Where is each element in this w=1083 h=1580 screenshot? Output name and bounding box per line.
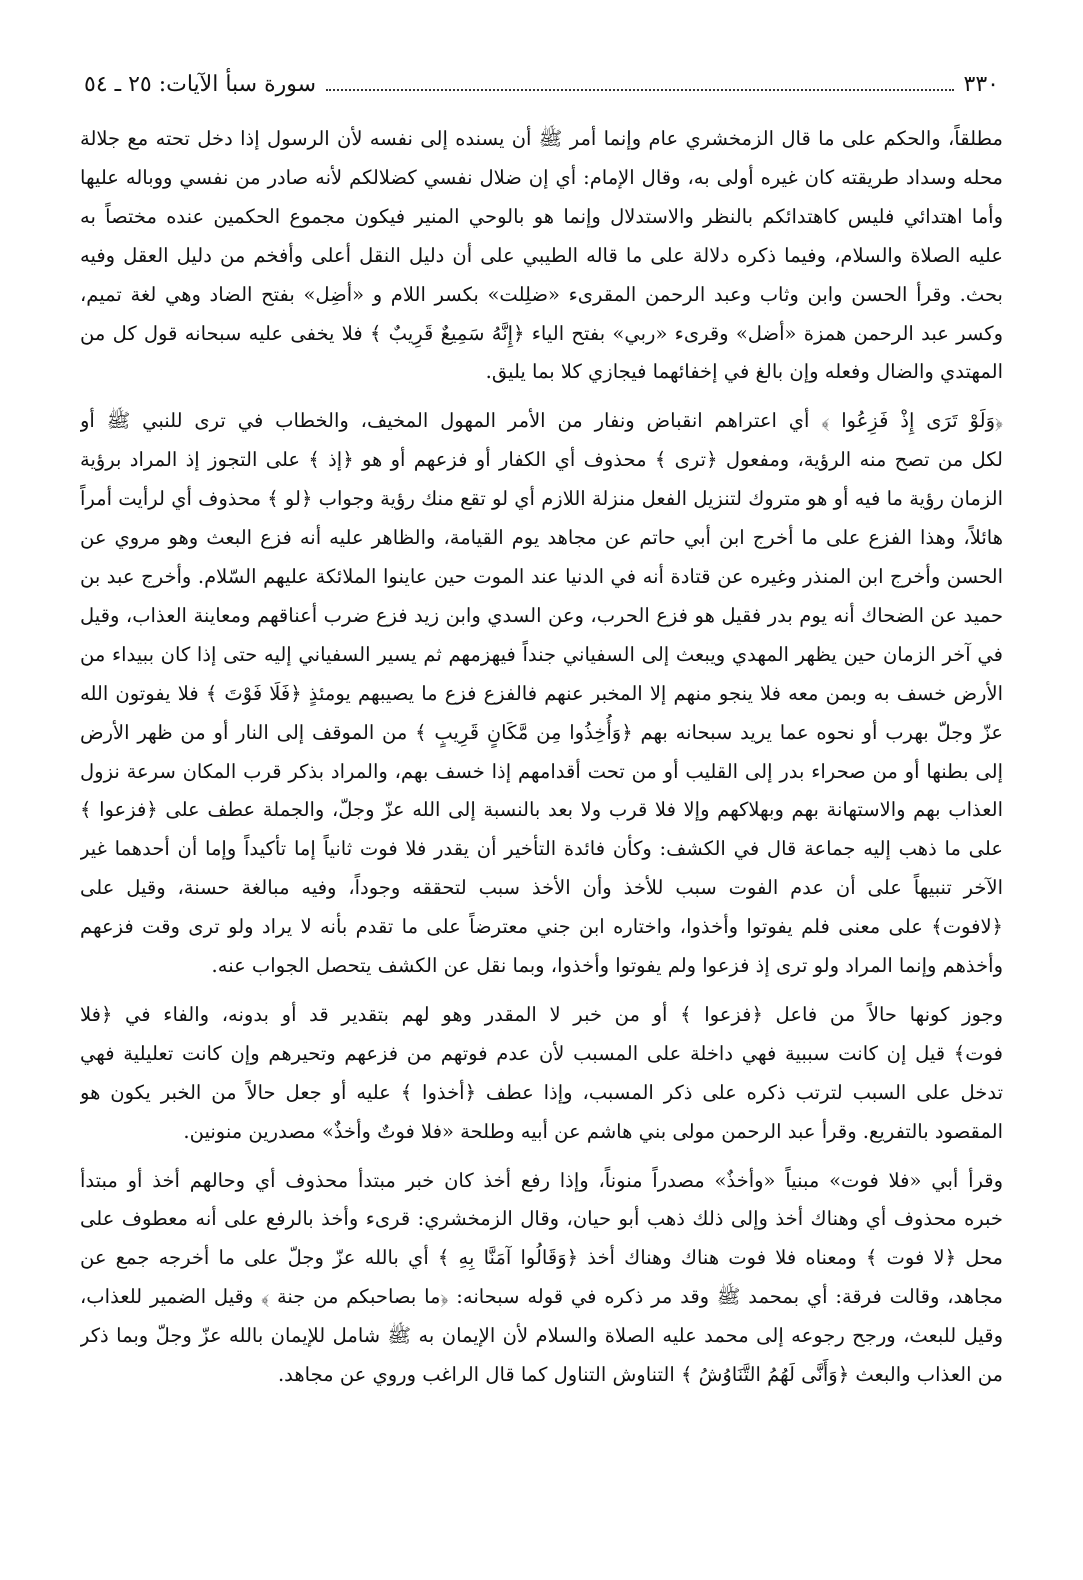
text-line: وقيل للبعث، ورجح رجوعه إلى محمد عليه الصلاة والسلام لأن الإيمان به ﷺ شامل للإيمان بالله عزّ وجلّ وبما ذكر: [80, 1324, 1003, 1348]
paragraph: [80, 996, 1003, 1152]
text-line: الزمان رؤية ما فيه أو هو متروك لتنزيل الفعل منزلة اللازم أي لو تقع منك رؤية وجواب ﴿لو ﴾ محذوف أي لرأيت أمراً: [80, 487, 1003, 511]
text-line: وجوز كونها حالاً من فاعل ﴿فزعوا ﴾ أو من خبر لا المقدر وهو لهم بتقدير قد أو بدونه، والفاء في ﴿فلا: [80, 1002, 1003, 1026]
text-line: مجاهد، وقالت فرقة: أي بمحمد ﷺ وقد مر ذكره في قوله سبحانه: ﴿ما بصاحبكم من جنة ﴾ وقيل الضمير للعذاب،: [80, 1285, 1003, 1309]
running-header: [84, 72, 999, 106]
text-line: وأخذهم وإنما المراد ولو ترى إذ فزعوا ولم يفوتوا وأخذوا، وبما نقل عن الكشف يتحصل الجواب عنه.: [211, 954, 1003, 978]
text-line: عليه الصلاة والسلام، وفيما ذكره دلالة على ما قاله الطيبي على أن دليل النقل أعلى وأفخم من دليل العقل وفيه: [80, 243, 1003, 267]
text-line: محله وسداد طريقته كان غيره أولى به، وقال الإمام: أي إن ضلال نفسي كضلالكم لأنه صادر من نفسي ووباله عليها: [80, 165, 1003, 189]
text-line: حميد عن الضحاك أنه يوم بدر فقيل هو فزع الحرب، وعن السدي وابن زيد فزع ضرب أعناقهم ومعاينة العذاب، وقيل: [80, 603, 1003, 627]
text-line: محل ﴿لا فوت ﴾ ومعناه فلا فوت هناك وهناك أخذ ﴿وَقَالُوا آمَنَّا بِهِ ﴾ أي بالله عزّ وجلّ على ما أخرجه جمع عن: [80, 1246, 1003, 1270]
text-line: المقصود بالتفريع. وقرأ عبد الرحمن مولى بني هاشم عن أبيه وطلحة «فلا فوتٌ وأخذٌ» مصدرين منونين.: [183, 1119, 1003, 1143]
text-line: الحسن وأخرج ابن المنذر وغيره عن قتادة أنه في الدنيا عند الموت حين عاينوا الملائكة عليهم السّلام. وأخرج عبد بن: [80, 564, 1003, 588]
text-line: إلى بطنها أو من صحراء بدر إلى القليب أو من تحت أقدامهم إذا خسف بهم، والمراد بذكر قرب المكان سرعة نزول: [80, 759, 1003, 783]
text-line: خبره محذوف أي وهناك أخذ وإلى ذلك ذهب أبو حيان، وقال الزمخشري: قرىء وأخذ بالرفع على أنه معطوف على: [80, 1207, 1003, 1231]
header-leader-dots: [326, 77, 954, 91]
text-line: وكسر عبد الرحمن همزة «أضل» وقرىء «ربي» بفتح الياء ﴿إِنَّهُ سَمِيعٌ قَرِيبٌ ﴾ فلا يخفى عليه سبحانه قول كل من: [80, 321, 1003, 345]
text-line: هائلاً، وهذا الفزع على ما أخرج ابن أبي حاتم عن مجاهد يوم القيامة، والظاهر عليه أنه فزع البعث وهو مروي عن: [80, 526, 1003, 550]
text-line: بحث. وقرأ الحسن وابن وثاب وعبد الرحمن المقرىء «ضلِلت» بكسر اللام و «أضِل» بفتح الضاد وهي لغة تميم،: [80, 282, 1003, 306]
page-body-text: [80, 120, 1003, 1395]
text-line: عزّ وجلّ بهرب أو نحوه عما يريد سبحانه بهم ﴿وَأُخِذُوا مِن مَّكَانٍ قَرِيبٍ ﴾ من الموقف إلى النار أو من ظهر الأرض: [80, 720, 1003, 744]
text-line: المهتدي والضال وفعله وإن بالغ في إخفائهما فيجازي كلا بما يليق.: [485, 360, 1003, 384]
text-line: لكل من تصح منه الرؤية، ومفعول ﴿ترى ﴾ محذوف أي الكفار أو فزعهم أو هو ﴿إذ ﴾ على التجوز إذ المراد برؤية: [80, 448, 1003, 472]
text-line: على ما ذهب إليه جماعة قال في الكشف: وكأن فائدة التأخير أن يقدر فلا فوت ثانياً إما تأكيداً وإما أن أحدهما غير: [80, 837, 1003, 861]
paragraph: [80, 120, 1003, 392]
text-line: في آخر الزمان حين يظهر المهدي ويبعث إلى السفياني جنداً فيهزمهم ثم يسير السفياني إليه حتى إذا كان ببيداء من: [80, 642, 1003, 666]
text-line: الآخر تنبيهاً على أن عدم الفوت سبب للأخذ وأن الأخذ سبب لتحققه وجوداً، وفيه مبالغة حسنة، وقيل على: [80, 876, 1003, 900]
paragraph: [80, 1162, 1003, 1395]
text-line: ﴿لافوت﴾ على معنى فلم يفوتوا وأخذوا، واختاره ابن جني معترضاً على ما تقدم بأنه لا يراد ولو ترى وقت فزعهم: [80, 915, 1003, 939]
text-line: ﴿وَلَوْ تَرَى إِذْ فَزِعُوا ﴾ أي اعتراهم انقباض ونفار من الأمر المهول المخيف، والخطاب في ترى للنبي ﷺ أو: [80, 409, 1003, 433]
text-line: الأرض خسف به وبمن معه فلا ينجو منهم إلا المخبر عنهم فالفزع فزع ما يصيبهم يومئذٍ ﴿فَلَا فَوْتَ ﴾ فلا يفوتون الله: [80, 681, 1003, 705]
text-line: من العذاب والبعث ﴿وَأَنَّى لَهُمُ التَّنَاوُشُ ﴾ التناوش التناول كما قال الراغب وروي عن مجاهد.: [277, 1363, 1003, 1387]
text-line: مطلقاً، والحكم على ما قال الزمخشري عام وإنما أمر ﷺ أن يسنده إلى نفسه لأن الرسول إذا دخل تحته مع جلالة: [80, 127, 1003, 150]
chapter-title: سورة سبأ الآيات: ٢٥ ـ ٥٤: [84, 72, 317, 97]
text-line: تدخل على السبب لترتب ذكره على ذكر المسبب، وإذا عطف ﴿أخذوا ﴾ عليه أو جعل حالاً من الخبر يكون هو: [80, 1080, 1003, 1104]
paragraph: [80, 402, 1003, 986]
text-line: وقرأ أبي «فلا فوت» مبنياً «وأخذٌ» مصدراً منوناً، وإذا رفع أخذ كان خبر مبتدأ محذوف أي وحالهم أخذ أو مبتدأ: [80, 1168, 1003, 1192]
text-line: وأما اهتدائي فليس كاهتدائكم بالنظر والاستدلال وإنما هو بالوحي المنير فيكون مجموع الحكمين عنده مختصاً به: [80, 204, 1003, 228]
page-number: ٣٣٠: [963, 72, 999, 97]
text-line: فوت﴾ قيل إن كانت سببية فهي داخلة على المسبب لأن عدم فوتهم من فزعهم وتحيرهم وإن كانت تعليلية فهي: [80, 1041, 1003, 1065]
text-line: العذاب بهم والاستهانة بهم وبهلاكهم وإلا فلا قرب ولا بعد بالنسبة إلى الله عزّ وجلّ، والجملة عطف على ﴿فزعوا ﴾: [80, 798, 1003, 822]
